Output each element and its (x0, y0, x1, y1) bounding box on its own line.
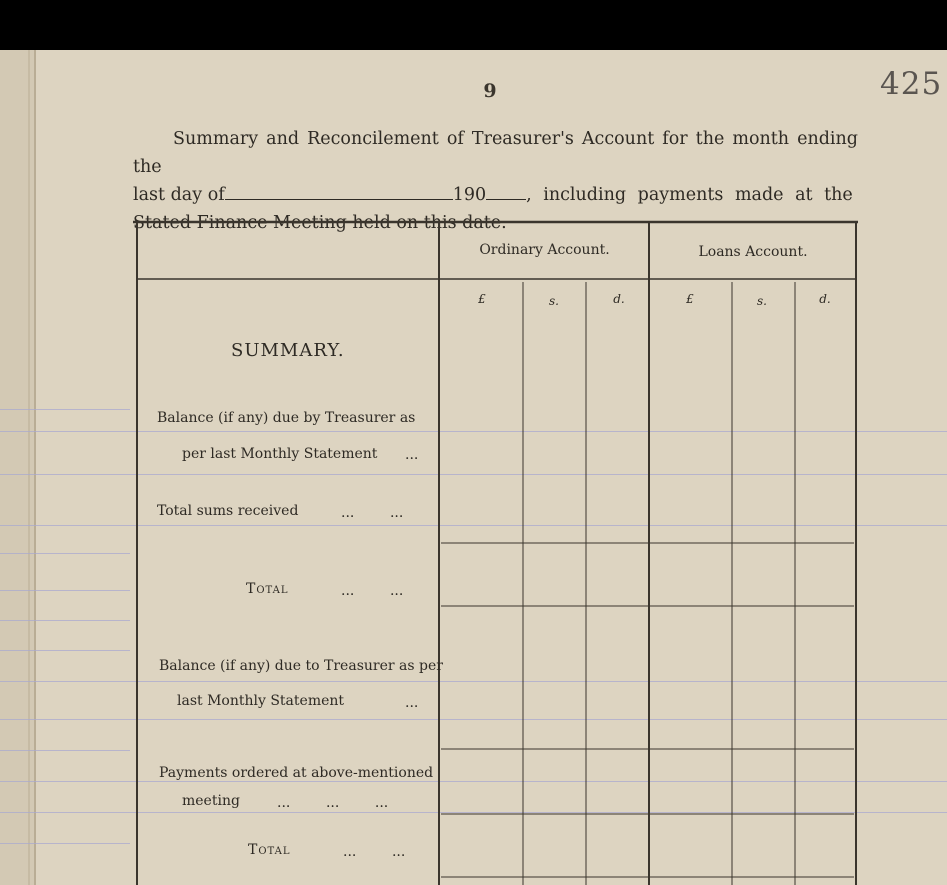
balance-to-treasurer-line-1: Balance (if any) due to Treasurer as per (159, 658, 443, 674)
unit-pounds: £ (686, 292, 694, 306)
page-number: 9 (483, 80, 497, 102)
heading-line-2-suffix: , including payments made at the (526, 185, 853, 205)
unit-pence: d. (819, 292, 831, 306)
balance-by-treasurer-line-1: Balance (if any) due by Treasurer as (157, 410, 416, 426)
heading-last-day-label: last day of (133, 185, 225, 205)
balance-to-treasurer-line-2: last Monthly Statement (177, 693, 345, 709)
balance-by-treasurer-line-2: per last Monthly Statement (182, 446, 378, 462)
payments-ordered-line-2: meeting (182, 793, 240, 809)
heading-line-3: Stated Finance Meeting held on this date. (133, 213, 507, 233)
heading-line-1: Summary and Reconcilement of Treasurer's Account for the month ending the (133, 129, 858, 177)
folio-number: 425 (880, 66, 943, 102)
summary-title: SUMMARY. (231, 340, 345, 361)
loans-account-header: Loans Account. (698, 244, 808, 260)
unit-pounds: £ (478, 292, 486, 306)
payments-ordered-line-1: Payments ordered at above-mentioned (159, 765, 434, 781)
leader-dots: ... (405, 447, 419, 463)
leader-dots: ... (405, 695, 419, 711)
leader-dots: ... ... (341, 583, 404, 599)
total-label: Total (246, 581, 289, 597)
heading-year-prefix: 190 (452, 185, 487, 205)
total-sums-received: Total sums received (157, 503, 299, 519)
ordinary-account-header: Ordinary Account. (479, 242, 610, 258)
total-rules (441, 543, 854, 877)
leader-dots: ... ... (343, 844, 406, 860)
unit-shillings: s. (757, 294, 767, 308)
unit-shillings: s. (549, 294, 559, 308)
leader-dots: ... ... (341, 505, 404, 521)
leader-dots: ... ... ... (277, 795, 389, 811)
total-label: Total (248, 842, 291, 858)
unit-pence: d. (613, 292, 625, 306)
